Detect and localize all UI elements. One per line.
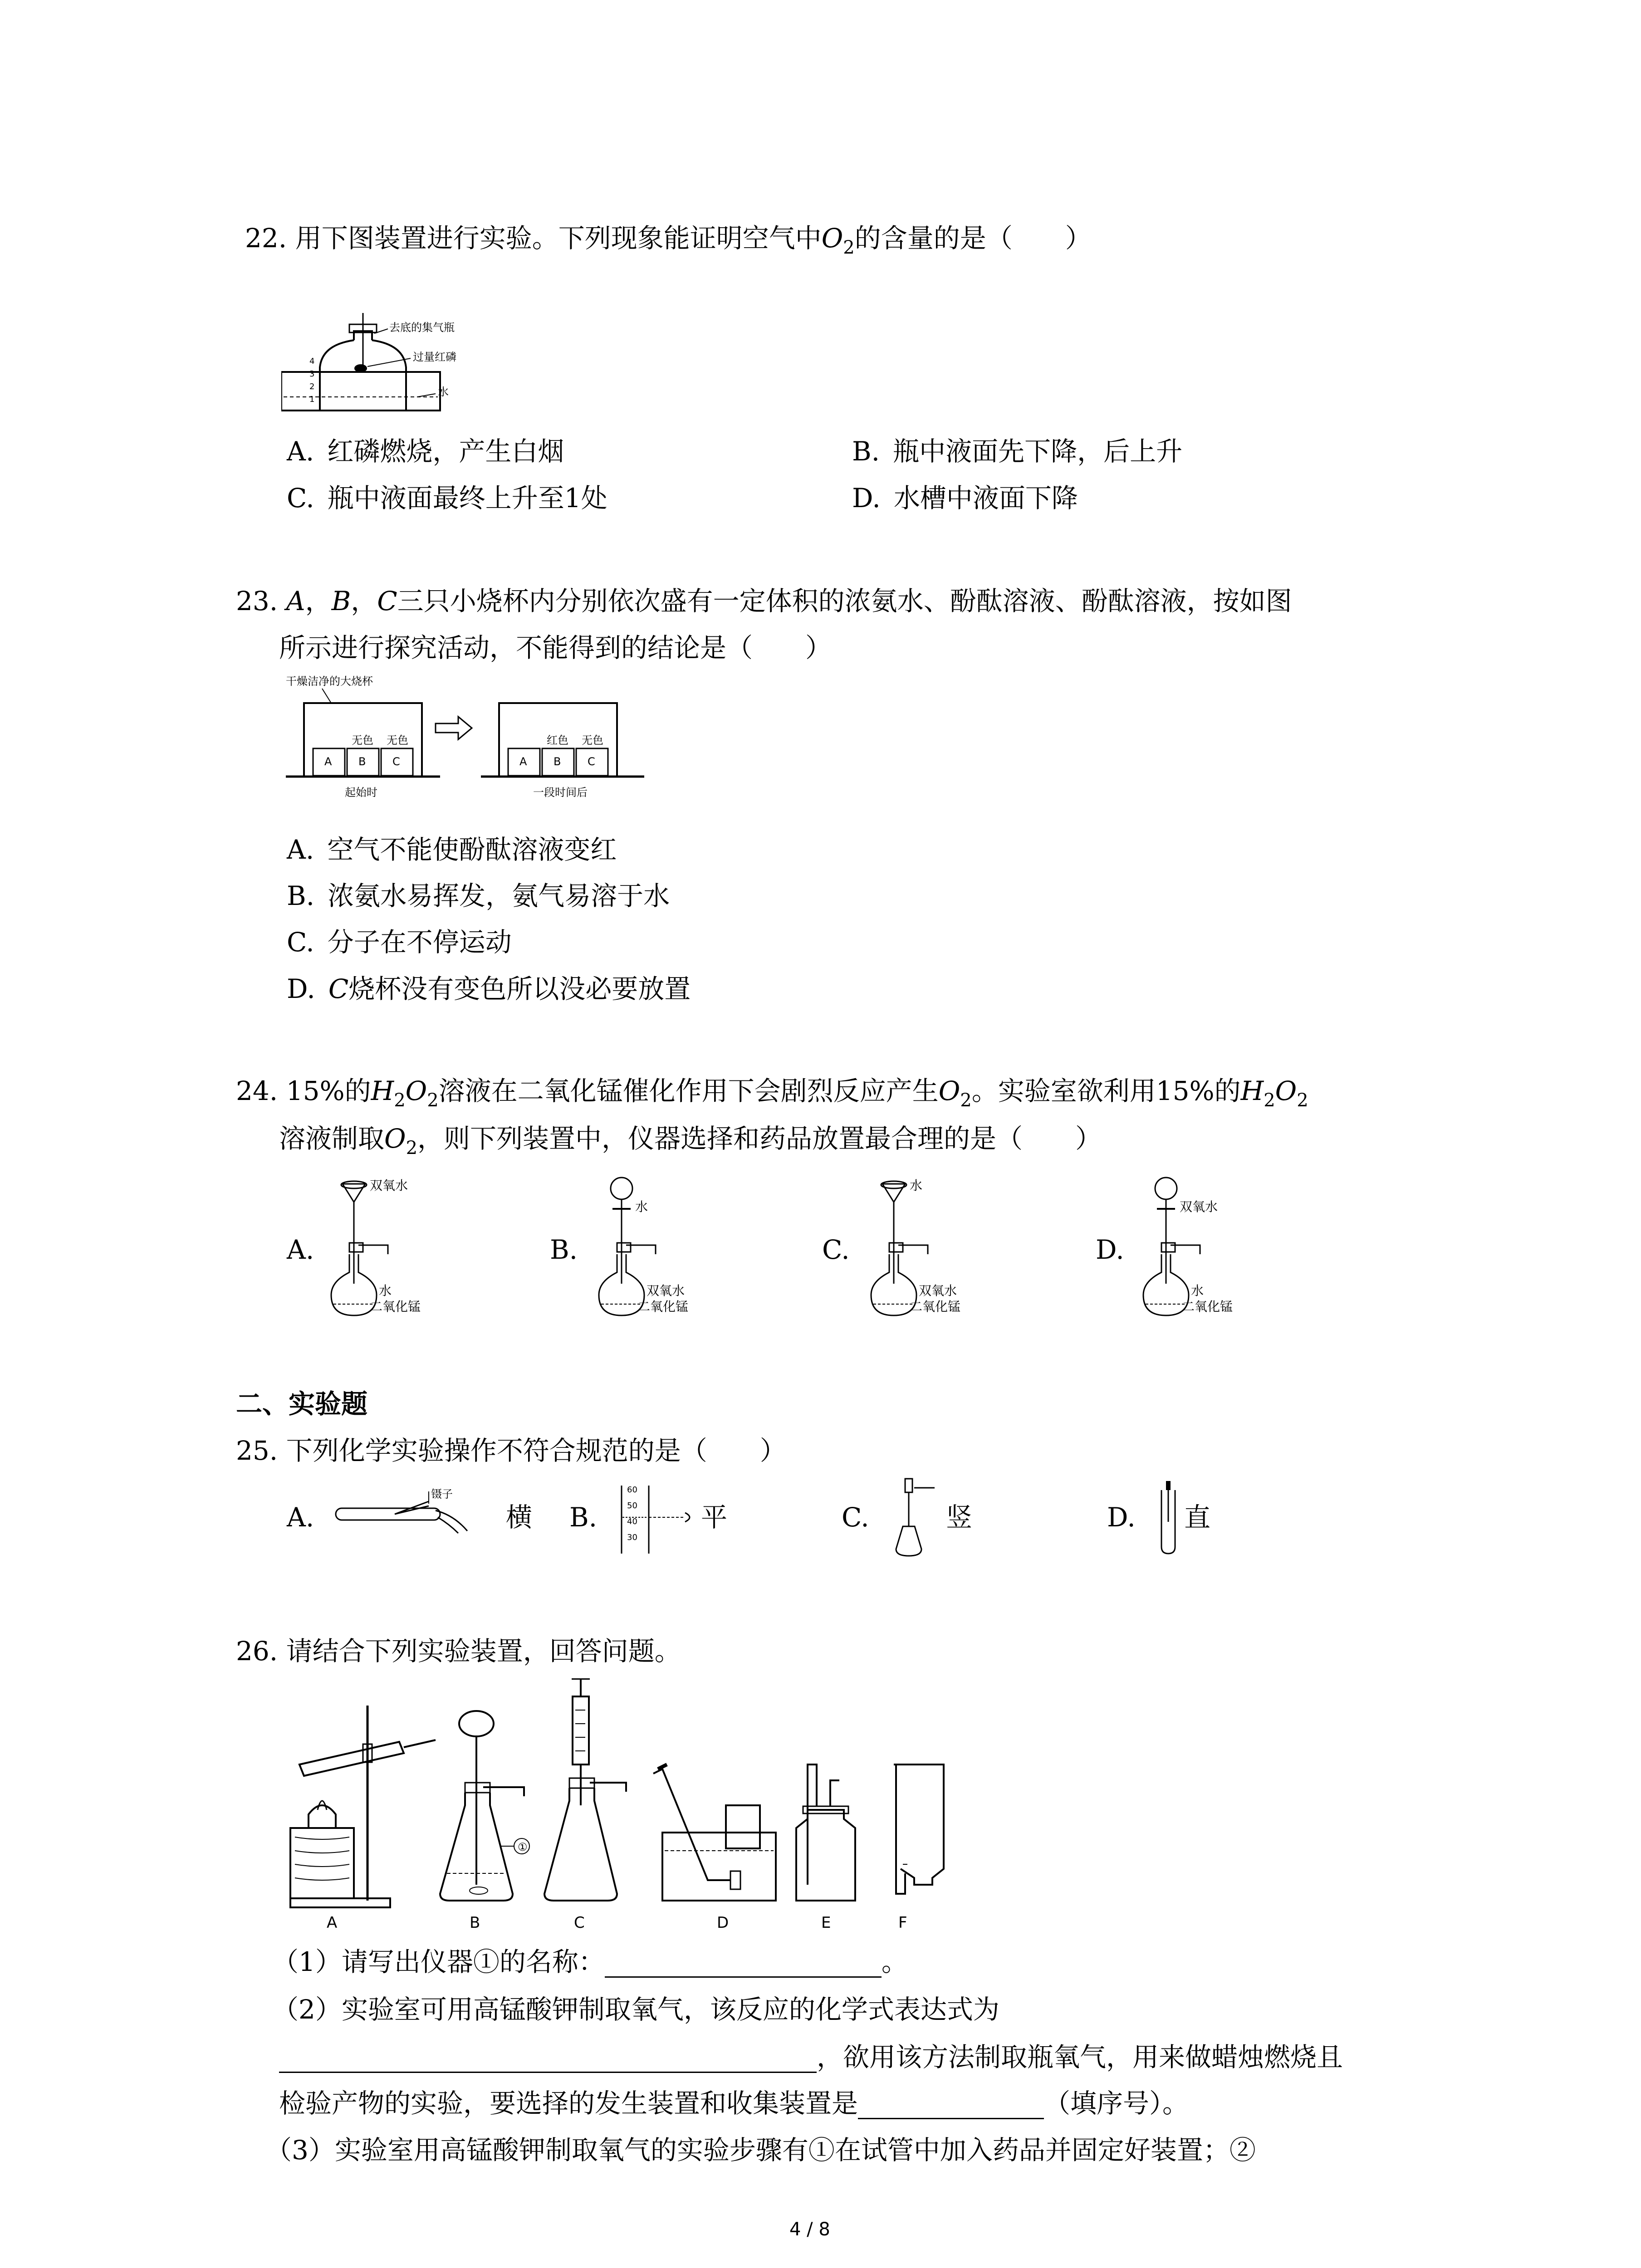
q26-number: 26. <box>236 1636 278 1667</box>
svg-text:无色: 无色 <box>582 734 603 747</box>
q22-stem: 22. 用下图装置进行实验。下列现象能证明空气中$O_2$的含量的是（ ） <box>245 223 1092 258</box>
svg-text:去底的集气瓶: 去底的集气瓶 <box>389 321 455 334</box>
svg-text:2: 2 <box>309 382 315 391</box>
svg-text:40: 40 <box>627 1517 637 1526</box>
svg-text:水: 水 <box>438 386 449 398</box>
q23-figure-ammonia-diffusion <box>286 671 649 807</box>
q23-number: 23. <box>236 586 278 616</box>
q26-part2-line1: （2）实验室可用高锰酸钾制取氧气，该反应的化学式表达式为 <box>272 1994 999 2025</box>
q24-option-c[interactable]: C. <box>822 1234 850 1265</box>
q24-figure-b <box>585 1170 749 1329</box>
svg-text:一段时间后: 一段时间后 <box>533 786 588 799</box>
q24-option-b[interactable]: B. <box>550 1234 578 1265</box>
svg-text:30: 30 <box>627 1533 637 1542</box>
svg-text:干燥洁净的大烧杯: 干燥洁净的大烧杯 <box>286 675 373 688</box>
q25-word-shu: 竖 <box>946 1502 973 1533</box>
svg-text:红色: 红色 <box>547 734 568 747</box>
q26-blank-3[interactable] <box>858 2091 1044 2119</box>
q26-blank-2[interactable] <box>279 2044 817 2073</box>
q25-word-ping: 平 <box>701 1502 728 1533</box>
svg-text:双氧水: 双氧水 <box>1180 1199 1218 1214</box>
svg-text:A: A <box>519 755 527 768</box>
svg-text:4: 4 <box>309 357 315 366</box>
q25-stem: 25. 下列化学实验操作不符合规范的是（ ） <box>236 1435 786 1466</box>
svg-text:过量红磷: 过量红磷 <box>413 351 456 363</box>
svg-text:起始时: 起始时 <box>345 786 377 799</box>
svg-text:双氧水: 双氧水 <box>370 1178 408 1193</box>
svg-text:B: B <box>470 1914 480 1932</box>
q25-figure-b-cylinder <box>617 1483 708 1556</box>
svg-text:水: 水 <box>910 1178 923 1193</box>
q22-option-c[interactable]: C. 瓶中液面最终上升至1处 <box>287 483 607 513</box>
q24-figure-a <box>318 1175 481 1329</box>
svg-text:无色: 无色 <box>387 734 408 747</box>
q26-part1: （1）请写出仪器①的名称： 。 <box>272 1946 908 1977</box>
svg-text:B: B <box>358 755 366 768</box>
q26-part3: （3）实验室用高锰酸钾制取氧气的实验步骤有①在试管中加入药品并固定好装置；② <box>265 2135 1256 2165</box>
q23-option-d[interactable]: D. C烧杯没有变色所以没必要放置 <box>287 973 691 1004</box>
svg-text:C: C <box>574 1914 585 1932</box>
q25-number: 25. <box>236 1435 278 1466</box>
svg-text:①: ① <box>518 1841 528 1853</box>
svg-text:3: 3 <box>309 369 315 379</box>
q24-number: 24. <box>236 1075 278 1106</box>
svg-text:二氧化锰: 二氧化锰 <box>910 1299 961 1314</box>
q22-figure-gas-bottle <box>281 313 495 417</box>
q23-stem-line1: 23. A，B，C三只小烧杯内分别依次盛有一定体积的浓氨水、酚酞溶液、酚酞溶液，按如图 <box>236 586 1292 616</box>
svg-text:双氧水: 双氧水 <box>919 1283 957 1298</box>
svg-text:双氧水: 双氧水 <box>647 1283 685 1298</box>
page-number: 4 / 8 <box>789 2219 830 2240</box>
q24-option-d[interactable]: D. <box>1096 1234 1124 1265</box>
q25-figure-c-dropper <box>885 1476 944 1563</box>
q26-figure-apparatus <box>272 1678 971 1932</box>
q22-option-a[interactable]: A. 红磷燃烧，产生白烟 <box>287 436 564 467</box>
svg-text:B: B <box>554 755 561 768</box>
svg-text:水: 水 <box>379 1283 392 1298</box>
q25-word-heng: 横 <box>506 1502 533 1533</box>
q24-option-a[interactable]: A. <box>287 1234 314 1265</box>
q23-option-c[interactable]: C. 分子在不停运动 <box>287 927 512 958</box>
svg-text:1: 1 <box>309 395 315 404</box>
svg-text:F: F <box>898 1914 907 1932</box>
svg-text:C: C <box>392 755 400 768</box>
svg-text:无色: 无色 <box>352 734 373 747</box>
svg-text:水: 水 <box>635 1199 648 1214</box>
q22-number: 22. <box>245 223 287 254</box>
q24-figure-c <box>857 1175 1021 1329</box>
q25-option-b[interactable]: B. <box>569 1502 598 1533</box>
svg-text:二氧化锰: 二氧化锰 <box>370 1299 421 1314</box>
svg-text:D: D <box>717 1914 729 1932</box>
q25-figure-a-tweezers <box>327 1488 481 1538</box>
q25-option-c[interactable]: C. <box>842 1502 869 1533</box>
q25-figure-d-test-tube <box>1155 1481 1182 1558</box>
svg-text:E: E <box>821 1914 831 1932</box>
svg-text:60: 60 <box>627 1485 637 1495</box>
q26-part2-line2: ，欲用该方法制取瓶氧气，用来做蜡烛燃烧且 <box>279 2041 1343 2073</box>
q26-stem: 26. 请结合下列实验装置，回答问题。 <box>236 1636 681 1667</box>
svg-text:C: C <box>588 755 595 768</box>
section-heading: 二、实验题 <box>236 1388 368 1419</box>
q24-stem-line1: 24. 15%的$H_2O_2$溶液在二氧化锰催化作用下会剧烈反应产生$O_2$。实验室欲利用15%的$H_2O_2$ <box>236 1075 1308 1111</box>
q25-option-d[interactable]: D. <box>1107 1502 1136 1533</box>
svg-text:二氧化锰: 二氧化锰 <box>1182 1299 1233 1314</box>
svg-text:50: 50 <box>627 1501 637 1510</box>
q23-option-a[interactable]: A. 空气不能使酚酞溶液变红 <box>287 834 617 865</box>
svg-text:A: A <box>327 1914 338 1932</box>
svg-text:A: A <box>324 755 332 768</box>
q22-option-b[interactable]: B. 瓶中液面先下降，后上升 <box>852 436 1183 467</box>
q24-stem-line2: 溶液制取$O_2$，则下列装置中，仪器选择和药品放置最合理的是（ ） <box>279 1123 1102 1158</box>
q23-option-b[interactable]: B. 浓氨水易挥发，氨气易溶于水 <box>287 880 670 911</box>
q26-part2-line3: 检验产物的实验，要选择的发生装置和收集装置是 （填序号）。 <box>279 2088 1189 2119</box>
q24-figure-d <box>1130 1170 1302 1329</box>
svg-text:水: 水 <box>1191 1283 1204 1298</box>
svg-text:镊子: 镊子 <box>431 1488 453 1501</box>
q22-option-d[interactable]: D. 水槽中液面下降 <box>852 483 1078 513</box>
q26-blank-1[interactable] <box>605 1949 882 1978</box>
q25-option-a[interactable]: A. <box>287 1502 314 1533</box>
svg-text:二氧化锰: 二氧化锰 <box>637 1299 689 1314</box>
q25-word-zhi: 直 <box>1184 1502 1211 1533</box>
q23-stem-line2: 所示进行探究活动，不能得到的结论是（ ） <box>279 632 832 663</box>
